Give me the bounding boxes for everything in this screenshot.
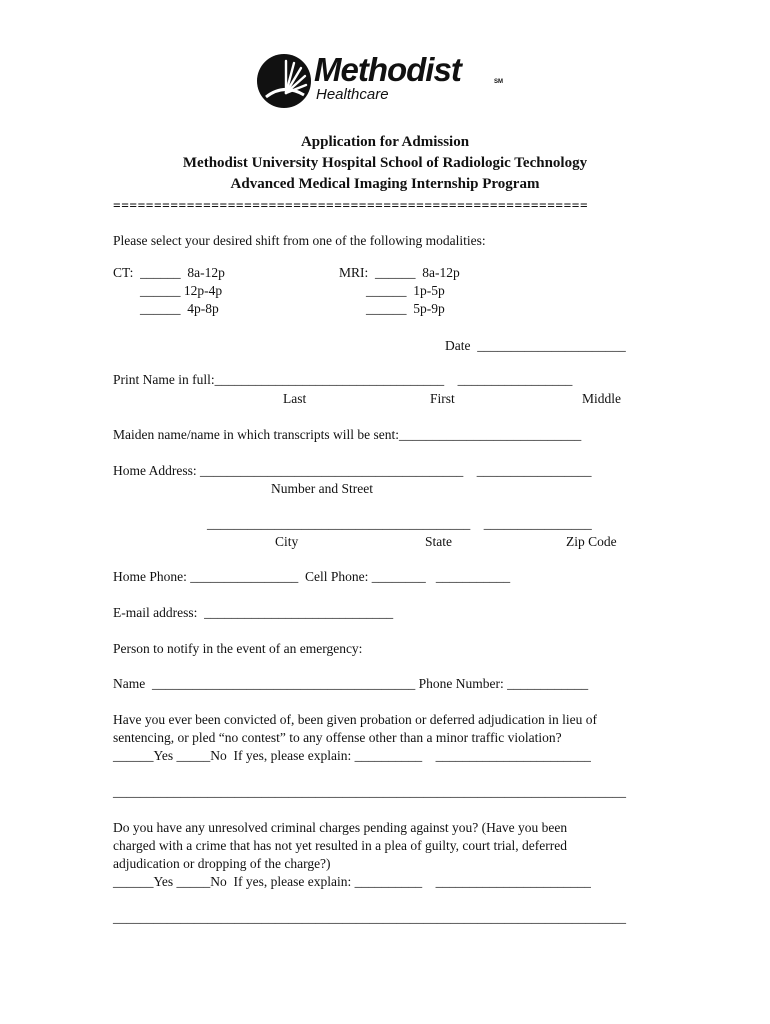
- pending-question-line3: adjudication or dropping of the charge?): [113, 856, 331, 871]
- shift-prompt: Please select your desired shift from one of the following modalities:: [113, 233, 486, 248]
- date-field[interactable]: Date ______________________: [445, 338, 626, 353]
- logo-sub-text: Healthcare: [316, 86, 389, 103]
- mri-shift-8a-12p[interactable]: MRI: ______ 8a-12p: [339, 265, 460, 280]
- print-name-field[interactable]: Print Name in full:__________________________________ _________________: [113, 372, 573, 387]
- phone-fields[interactable]: Home Phone: ________________ Cell Phone: ________ ___________: [113, 569, 511, 584]
- emergency-name-phone-field[interactable]: Name _______________________________________ Phone Number: ____________: [113, 676, 589, 691]
- conviction-question-line1: Have you ever been convicted of, been given probation or deferred adjudication in lieu of: [113, 712, 597, 727]
- name-last-label: Last: [283, 391, 307, 406]
- pending-question-line2: charged with a crime that has not yet resulted in a plea of guilty, court trial, deferred: [113, 838, 567, 853]
- ct-shift-8a-12p[interactable]: CT: ______ 8a-12p: [113, 265, 225, 280]
- ct-shift-4p-8p[interactable]: ______ 4p-8p: [113, 301, 219, 316]
- ct-shift-12p-4p[interactable]: ______ 12p-4p: [113, 283, 223, 298]
- pending-question-line1: Do you have any unresolved criminal charges pending against you? (Have you been: [113, 820, 568, 835]
- pending-answer-field[interactable]: ______Yes _____No If yes, please explain: __________ _______________________: [113, 874, 591, 889]
- name-first-label: First: [430, 391, 455, 406]
- city-state-zip-field[interactable]: _______________________________________ ________________: [207, 516, 592, 531]
- program-title: Advanced Medical Imaging Internship Program: [230, 176, 540, 192]
- conviction-question-line2: sentencing, or pled “no contest” to any offense other than a minor traffic violation?: [113, 730, 562, 745]
- state-label: State: [425, 534, 452, 549]
- pending-explain-line[interactable]: ____________________________________________________________________________: [113, 910, 626, 925]
- emergency-contact-prompt: Person to notify in the event of an emergency:: [113, 641, 363, 656]
- conviction-answer-field[interactable]: ______Yes _____No If yes, please explain: __________ _______________________: [113, 748, 591, 763]
- mri-shift-1p-5p[interactable]: ______ 1p-5p: [339, 283, 445, 298]
- maiden-name-field[interactable]: Maiden name/name in which transcripts will be sent:___________________________: [113, 427, 582, 442]
- email-field[interactable]: E-mail address: ____________________________: [113, 605, 394, 620]
- title-separator: ==========================================================: [113, 198, 589, 213]
- logo-service-mark: SM: [494, 79, 503, 85]
- methodist-logo-icon: [256, 53, 312, 109]
- logo-brand-text: Methodist: [314, 51, 461, 88]
- school-title: Methodist University Hospital School of Radiologic Technology: [182, 155, 588, 171]
- zip-label: Zip Code: [566, 534, 617, 549]
- name-middle-label: Middle: [582, 391, 621, 406]
- home-address-field[interactable]: Home Address: _______________________________________ _________________: [113, 463, 592, 478]
- city-label: City: [275, 534, 299, 549]
- form-title: Application for Admission: [300, 134, 470, 150]
- mri-shift-5p-9p[interactable]: ______ 5p-9p: [339, 301, 445, 316]
- number-street-label: Number and Street: [271, 481, 373, 496]
- conviction-explain-line[interactable]: ____________________________________________________________________________: [113, 784, 626, 799]
